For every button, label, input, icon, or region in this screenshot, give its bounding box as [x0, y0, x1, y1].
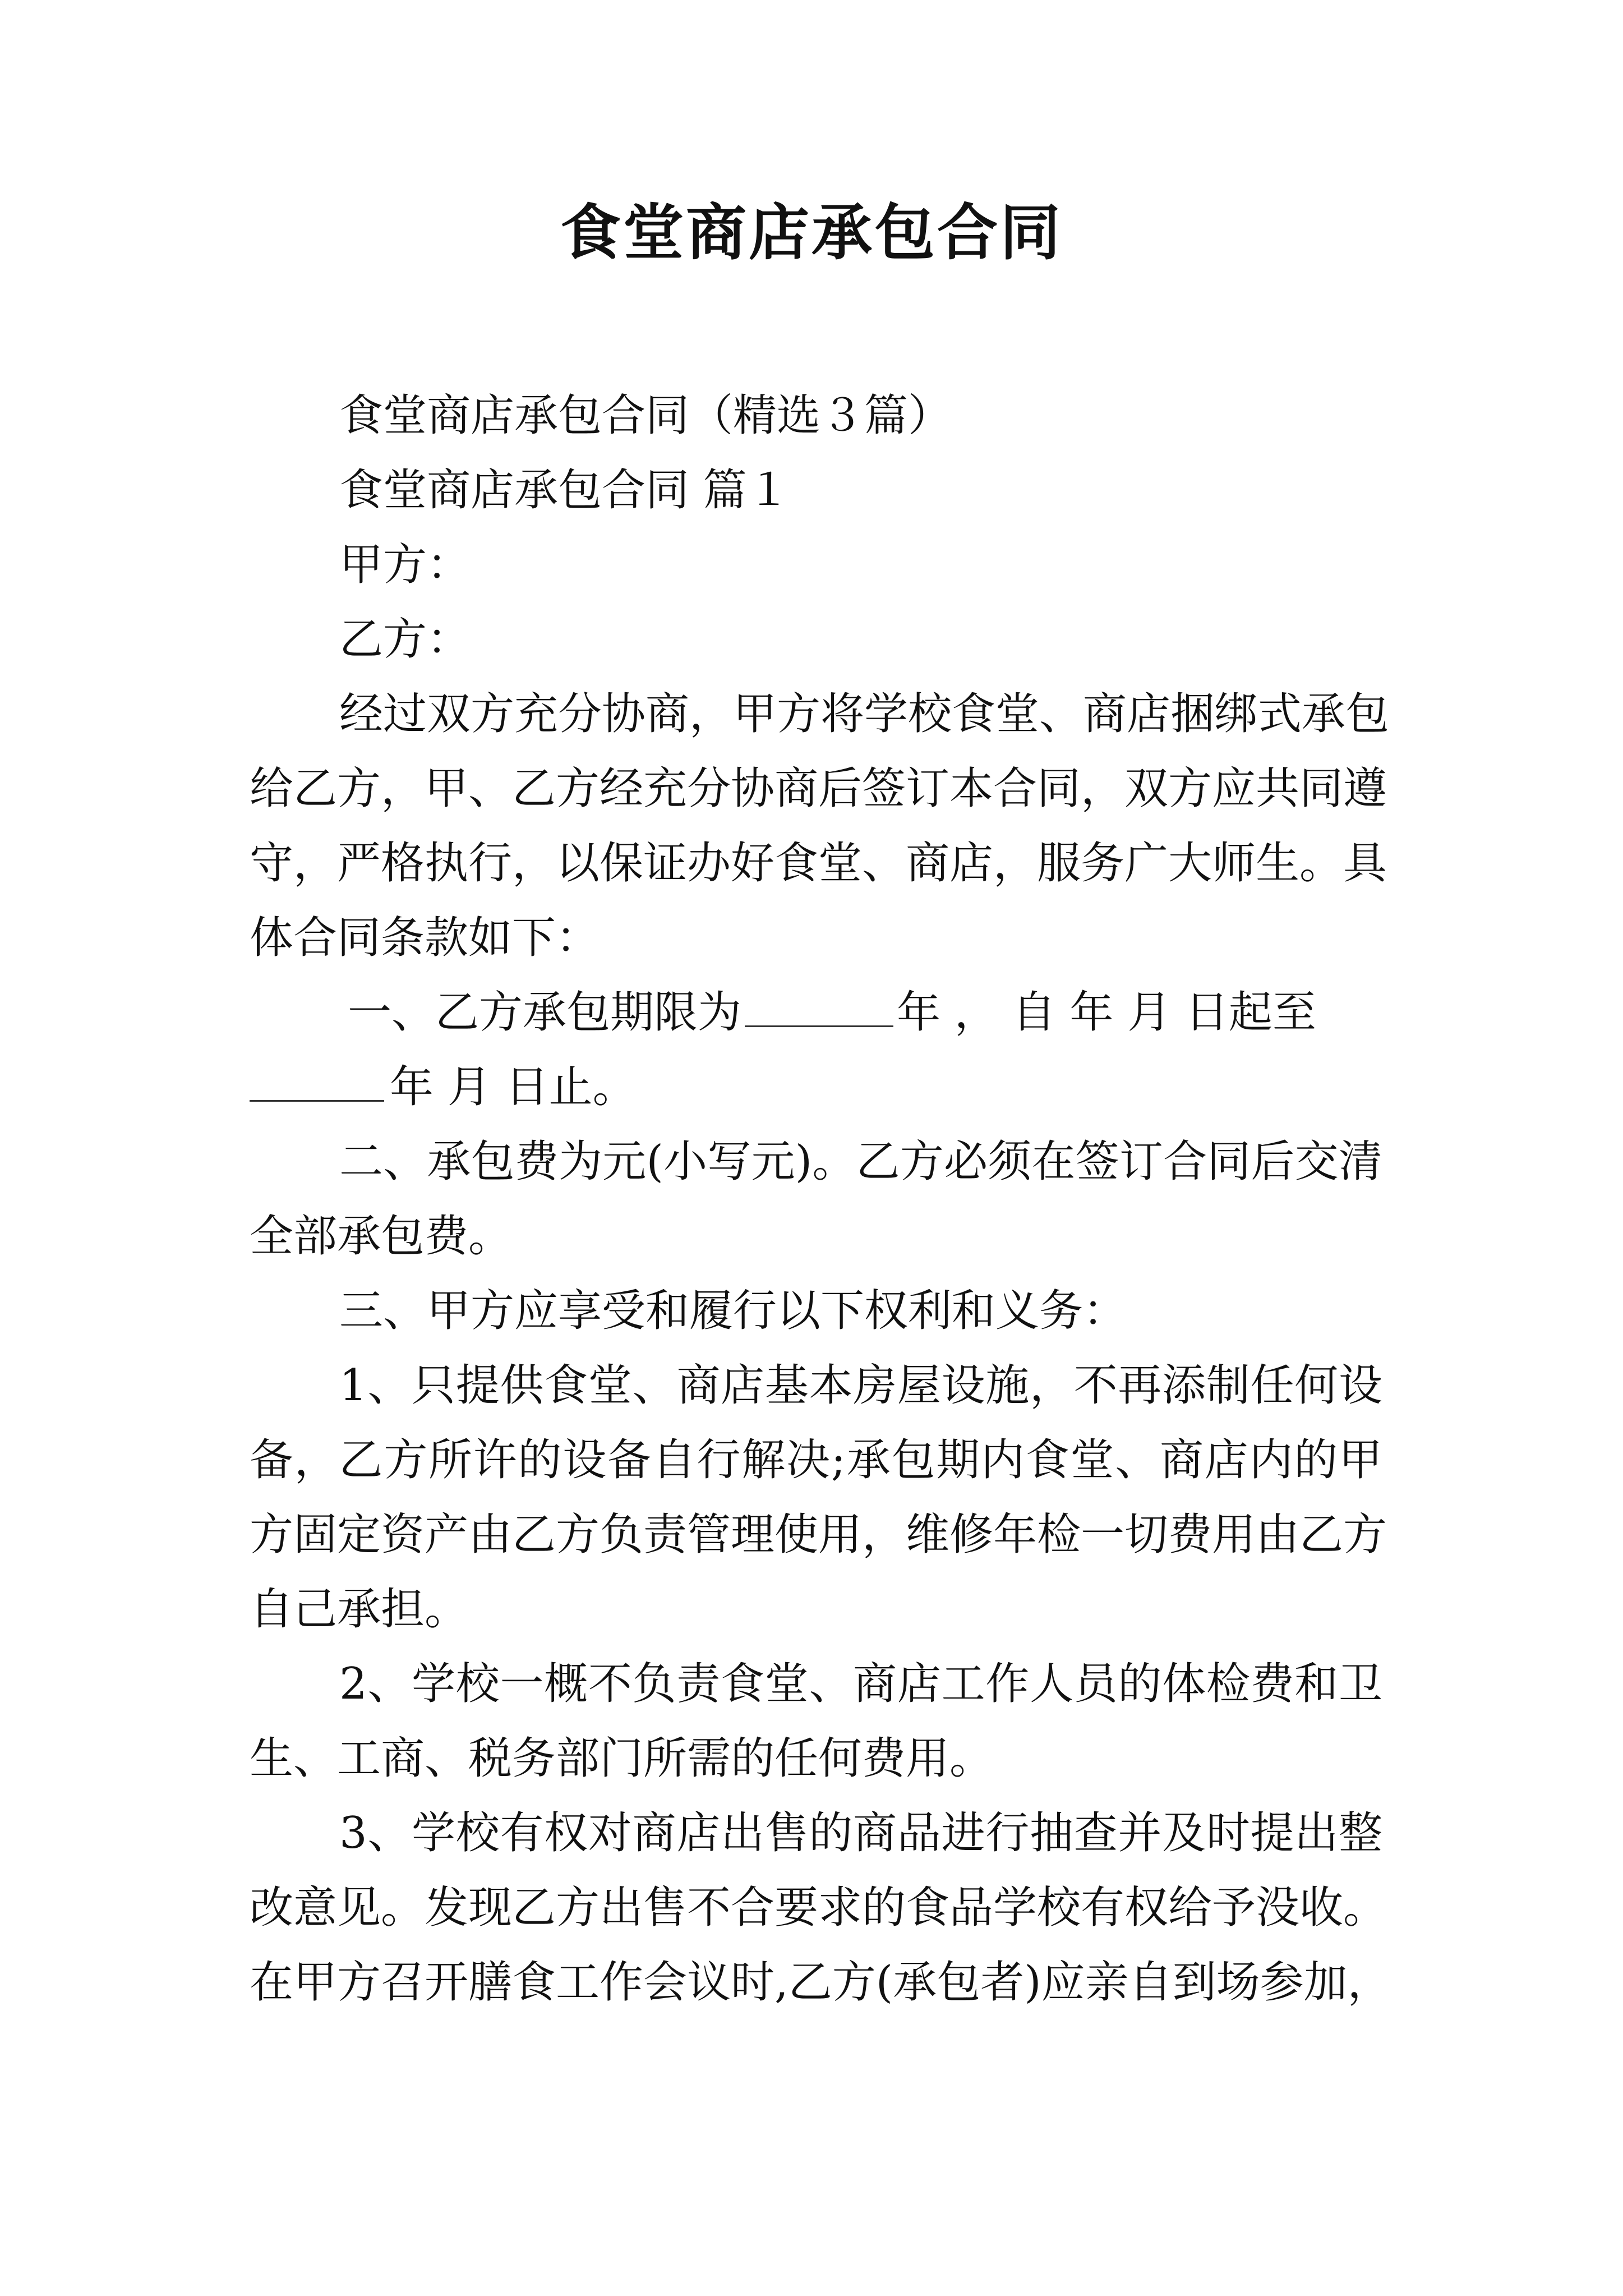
clause-1-prefix: 一、乙方承包期限为 [348, 987, 742, 1038]
paragraph-line: 备，乙方所许的设备自行解决;承包期内食堂、商店内的甲 [250, 1435, 1382, 1485]
paragraph-line: 全部承包费。 [250, 1211, 513, 1262]
document-title: 食堂商店承包合同 [560, 197, 1063, 268]
paragraph-line: 方固定资产由乙方负责管理使用，维修年检一切费用由乙方 [250, 1510, 1387, 1560]
clause-1-end: 年 月 日止。 [390, 1062, 637, 1112]
clause-2 [250, 1125, 1382, 1274]
paragraph-line: 在甲方召开膳食工作会议时,乙方(承包者)应亲自到场参加， [250, 1957, 1391, 2008]
paragraph-line: 生、工商、税务部门所需的任何费用。 [250, 1733, 994, 1784]
item-2 [250, 1647, 1382, 1796]
item-3 [250, 1796, 1391, 2020]
end-date-blank [250, 1060, 384, 1102]
document-body [250, 379, 1391, 2020]
paragraph-line: 1、只提供食堂、商店基本房屋设施，不再添制任何设 [339, 1360, 1382, 1411]
paragraph-line: 体合同条款如下： [250, 913, 600, 963]
document-subtitle: 食堂商店承包合同（精选３篇） [339, 390, 952, 441]
paragraph-line: 守，严格执行，以保证办好食堂、商店，服务广大师生。具 [250, 838, 1387, 889]
paragraph-line: 经过双方充分协商，甲方将学校食堂、商店捆绑式承包 [339, 689, 1390, 739]
clause-1-mid: 年 ， 自 年 月 日起至 [897, 987, 1316, 1038]
paragraph-line: 2、学校一概不负责食堂、商店工作人员的体检费和卫 [339, 1659, 1382, 1709]
section-heading: 食堂商店承包合同 篇１ [339, 465, 791, 516]
term-years-blank [745, 985, 893, 1027]
intro-paragraph [250, 677, 1390, 976]
paragraph-line: 二、承包费为元(小写元)。乙方必须在签订合同后交清 [339, 1137, 1382, 1187]
party-b-label: 乙方： [339, 614, 471, 665]
item-1 [250, 1349, 1387, 1647]
clause-1-line-2 [250, 1050, 1382, 1125]
clause-3-heading: 三、甲方应享受和履行以下权利和义务： [339, 1286, 1127, 1336]
paragraph-line: 自己承担。 [250, 1584, 469, 1635]
clause-1-line-1 [250, 976, 1382, 1050]
party-a-label: 甲方： [339, 540, 471, 590]
paragraph-line: 给乙方，甲、乙方经充分协商后签订本合同，双方应共同遵 [250, 763, 1387, 814]
paragraph-line: 3、学校有权对商店出售的商品进行抽查并及时提出整 [339, 1808, 1382, 1858]
clause-1 [250, 976, 1382, 1125]
paragraph-line: 改意见。发现乙方出售不合要求的食品学校有权给予没收。 [250, 1883, 1387, 1933]
